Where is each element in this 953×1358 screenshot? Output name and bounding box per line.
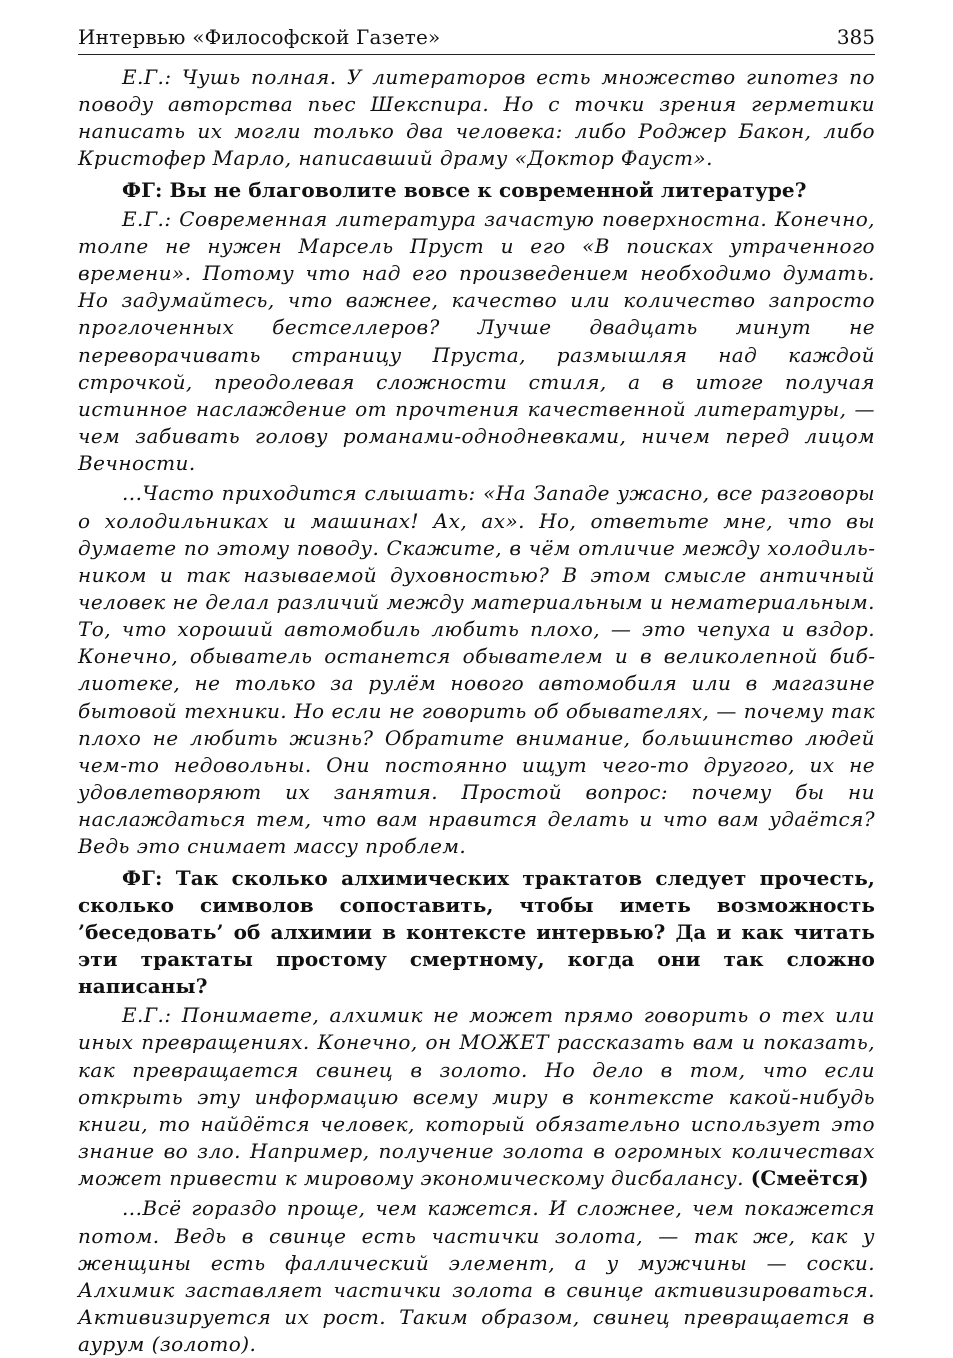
answer-text: Е.Г.: Понимаете, алхимик не может прямо говорить о тех или иных превращениях. Конечно, он МОЖЕТ рассказать вам и показать, как превращается свинец в золото. Но дело в том, что если открыть эту информацию всему миру в контексте какой-нибудь книги, то найдётся человек, который обязательно использует это знание во зло. Например, получение золота в огромных количествах может привести к мировому экономическому дисбалансу. [78,1003,875,1191]
answer-paragraph: ...Часто приходится слышать: «На Западе ужасно, все разговоры о холодильниках и машинах! Ах, ах». Но, ответьте мне, что вы думаете по этому поводу. Скажите, в чём отличие между холодильником и так называемой духовностью? В этом смысле античный человек не делал различий между материальным и нематериальным. То, что хороший автомобиль любить плохо, — это чепуха и вздор. Конечно, обыватель останется обывателем и в великолепной библиотеке, не только за рулём нового автомобиля или в магазине бытовой техники. Но если не говорить об обывателях, — почему так плохо не любить жизнь? Обратите внимание, большинство людей чем-то недовольны. Они постоянно ищут чего-то другого, их не удовлетворяют их занятия. Простой вопрос: почему бы ни наслаждаться тем, что вам нравится делать и что вам удаётся? Ведь это снимает массу проблем. [78,481,875,859]
page-number: 385 [836,25,875,49]
answer-paragraph: ...Всё гораздо проще, чем кажется. И сложнее, чем покажется потом. Ведь в свинце есть частички золота, — так же, как у женщины есть фаллический элемент, а у мужчины — соски. Алхимик заставляет частички золота в свинце активизироваться. Активизируется их рост. Таким образом, свинец превращается в аурум (золото). [78,1196,875,1357]
question-paragraph: ФГ: Вы не благоволите вовсе к современной литературе? [122,177,807,202]
answer-paragraph [78,1002,875,1192]
page-body [78,64,875,1358]
laugh-remark: (Смеётся) [750,1166,869,1191]
answer-paragraph: Е.Г.: Современная литература зачастую поверхностна. Конечно, толпе не нужен Марсель Пруст и его «В поисках утраченного времени». Потому что над его произведением необходимо думать. Но задумайтесь, что важнее, качество или количество запросто проглоченных бестселлеров? Лучше двадцать минут не переворачивать страницу Пруста, размышляя над каждой строчкой, преодолевая сложности стиля, а в итоге получая истинное наслаждение от прочтения качественной литературы, — чем забивать голову романами-однодневками, ничем перед лицом Вечности. [78,206,875,476]
question-paragraph: ФГ: Так сколько алхимических трактатов следует прочесть, сколько символов сопоставить, чтобы иметь возможность ’беседовать’ об алхимии в контексте интервью? Да и как читать эти трактаты простому смертному, когда они так сложно написаны? [78,865,875,999]
running-header [78,24,875,55]
book-page [78,24,875,1358]
answer-paragraph: Е.Г.: Чушь полная. У литераторов есть множество гипотез по поводу авторства пьес Шекспира. Но с точки зрения герметики написать их могли только два человека: либо Роджер Бакон, либо Кристофер Марло, написавший драму «Доктор Фауст». [78,65,875,171]
running-title: Интервью «Философской Газете» [78,25,441,49]
